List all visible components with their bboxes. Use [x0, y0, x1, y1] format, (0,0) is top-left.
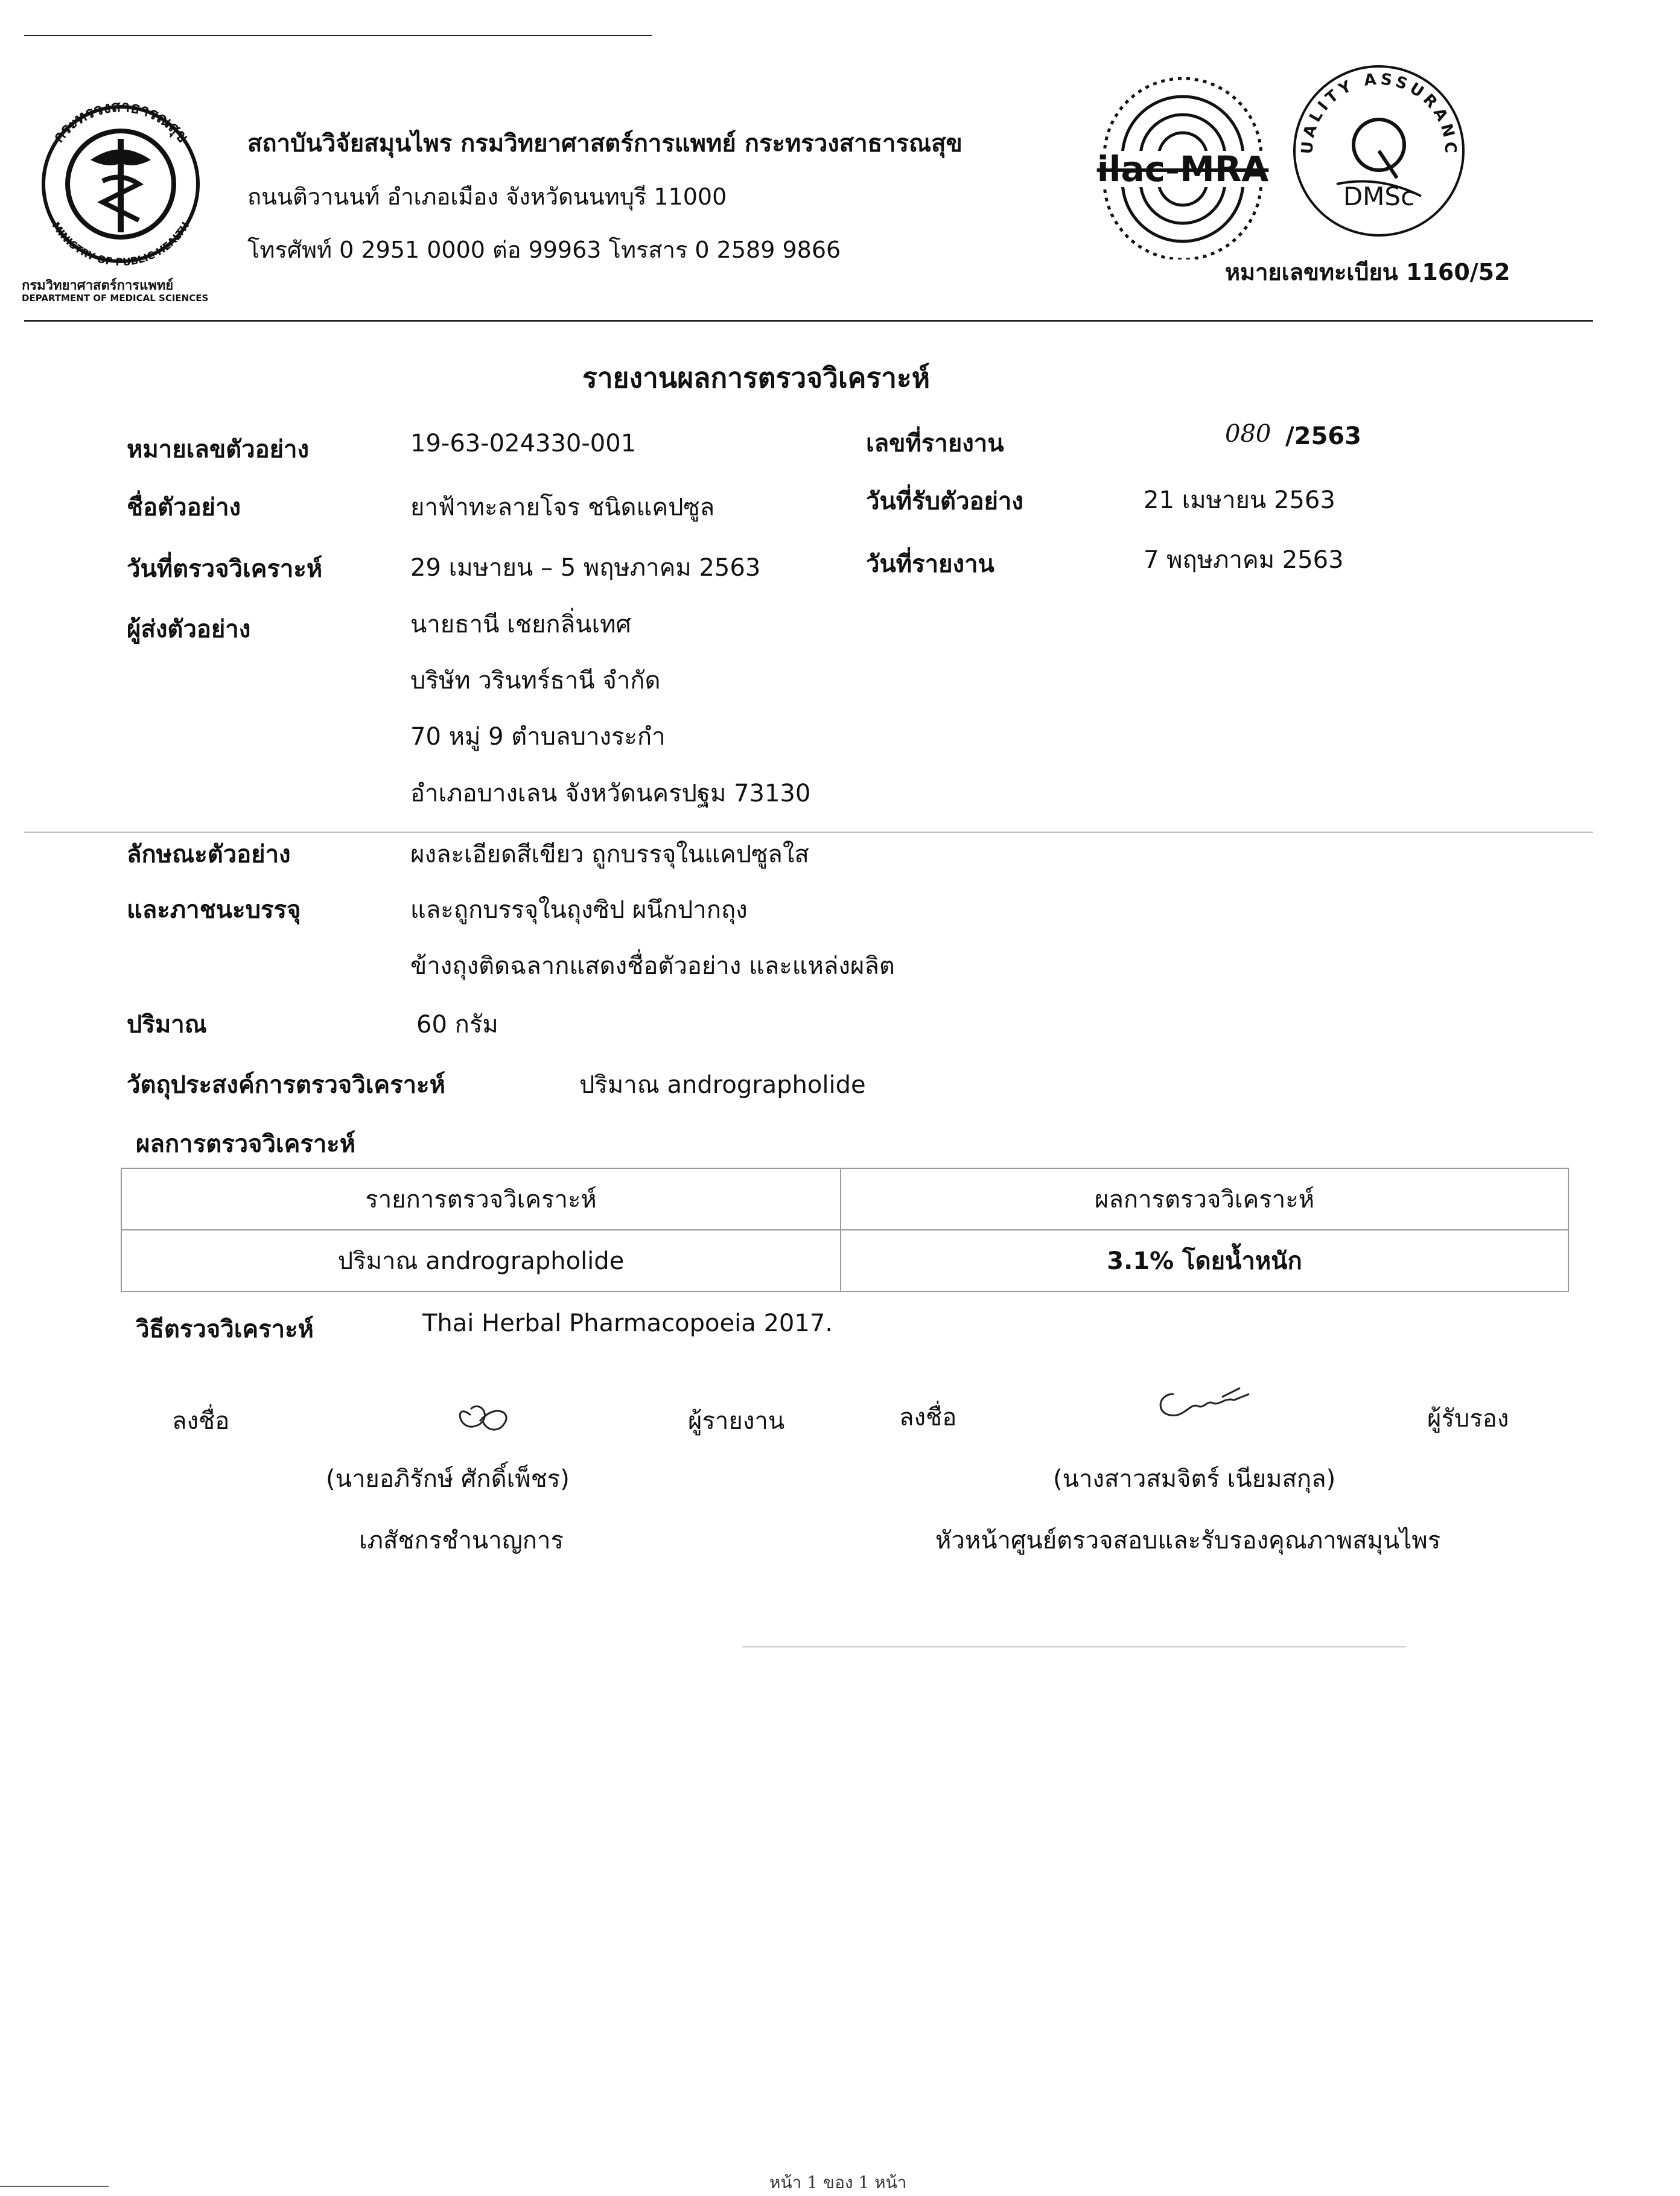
- certifier-position: หัวหน้าศูนย์ตรวจสอบและรับรองคุณภาพสมุนไพร: [935, 1527, 1441, 1555]
- sample-no-value: 19-63-024330-001: [410, 430, 637, 457]
- sample-name-value: ยาฟ้าทะลายโจร ชนิดแคปซูล: [410, 494, 715, 521]
- sender-line: 70 หมู่ 9 ตำบลบางระกำ: [410, 723, 666, 751]
- quantity-label: ปริมาณ: [127, 1011, 207, 1039]
- institute-name: สถาบันวิจัยสมุนไพร กรมวิทยาศาสตร์การแพทย์ กระทรวงสาธารณสุข: [247, 130, 962, 158]
- top-rule: [24, 35, 652, 36]
- report-no-label: เลขที่รายงาน: [866, 430, 1004, 457]
- report-title: รายงานผลการตรวจวิเคราะห์: [582, 361, 931, 394]
- qa-ring-text: UALITY ASSURANC: [1298, 70, 1460, 158]
- ilac-text: ilac-MRA: [1096, 148, 1269, 189]
- description-line: และถูกบรรจุในถุงซิป ผนึกปากถุง: [410, 896, 748, 924]
- header-divider: [24, 320, 1593, 322]
- seal-top-text: กระทรวงสาธารณสุข: [49, 103, 192, 147]
- reporter-name: (นายอภิรักษ์ ศักดิ์เพ็ชร): [326, 1465, 570, 1493]
- analysis-date-value: 29 เมษายน – 5 พฤษภาคม 2563: [410, 554, 761, 582]
- sender-line: นายธานี เชยกลิ่นเทศ: [410, 611, 631, 638]
- reporter-role: ผู้รายงาน: [688, 1407, 785, 1435]
- method-value: Thai Herbal Pharmacopoeia 2017.: [422, 1310, 833, 1337]
- handwritten-signature-icon: [447, 1388, 519, 1442]
- sign-label-left: ลงชื่อ: [172, 1407, 230, 1435]
- description-label-line1: ลักษณะตัวอย่าง: [127, 841, 291, 868]
- dmsc-text: DMSc: [1343, 182, 1415, 211]
- description-label-line2: และภาชนะบรรจุ: [127, 896, 301, 924]
- svg-text:QUALITY ASSURANCE: [1288, 60, 1459, 157]
- scan-line: [24, 832, 1593, 833]
- sender-line: อำเภอบางเลน จังหวัดนครปฐม 73130: [410, 780, 811, 807]
- page-number: หน้า 1 ของ 1 หน้า: [769, 2172, 907, 2192]
- dept-th: กรมวิทยาศาสตร์การแพทย์: [22, 278, 174, 293]
- table-header-cell: รายการตรวจวิเคราะห์: [121, 1168, 841, 1230]
- table-cell: ปริมาณ andrographolide: [121, 1230, 841, 1291]
- institute-address: ถนนติวานนท์ อำเภอเมือง จังหวัดนนทบุรี 11000: [247, 183, 727, 210]
- sender-label: ผู้ส่งตัวอย่าง: [127, 616, 251, 643]
- ministry-emblem: [24, 103, 217, 266]
- report-date-value: 7 พฤษภาคม 2563: [1144, 546, 1344, 574]
- signature-left: [447, 1388, 519, 1442]
- table-header-cell: ผลการตรวจวิเคราะห์: [841, 1168, 1568, 1230]
- certifier-role: ผู้รับรอง: [1427, 1405, 1509, 1433]
- institute-phone: โทรศัพท์ 0 2951 0000 ต่อ 99963 โทรสาร 0 2589 9866: [247, 237, 841, 263]
- purpose-value: ปริมาณ andrographolide: [579, 1071, 866, 1099]
- description-line: ข้างถุงติดฉลากแสดงชื่อตัวอย่าง และแหล่งผลิต: [410, 952, 895, 980]
- results-table: [121, 1168, 1569, 1292]
- ilac-mra-logo: [1086, 60, 1279, 259]
- reporter-position: เภสัชกรชำนาญการ: [359, 1527, 564, 1555]
- certifier-name: (นางสาวสมจิตร์ เนียมสกุล): [1053, 1465, 1336, 1493]
- handwritten-signature-icon: [1150, 1376, 1258, 1430]
- ministry-seal-icon: [24, 103, 217, 266]
- analysis-date-label: วันที่ตรวจวิเคราะห์: [127, 555, 323, 583]
- dept-en: DEPARTMENT OF MEDICAL SCIENCES: [22, 293, 209, 304]
- scan-line: [742, 1646, 1406, 1647]
- ilac-mra-icon: [1086, 60, 1279, 259]
- results-label: ผลการตรวจวิเคราะห์: [136, 1130, 356, 1158]
- bottom-rule: [0, 2186, 109, 2187]
- table-cell: 3.1% โดยน้ำหนัก: [841, 1230, 1568, 1291]
- description-line: ผงละเอียดสีเขียว ถูกบรรจุในแคปซูลใส: [410, 841, 809, 868]
- report-date-label: วันที่รายงาน: [866, 550, 994, 578]
- table-header-row: [121, 1168, 1568, 1230]
- purpose-label: วัตถุประสงค์การตรวจวิเคราะห์: [127, 1071, 445, 1099]
- sender-line: บริษัท วรินทร์ธานี จำกัด: [410, 667, 661, 695]
- received-date-label: วันที่รับตัวอย่าง: [866, 488, 1023, 515]
- sign-label-right: ลงชื่อ: [899, 1404, 957, 1431]
- quantity-value: 60 กรัม: [416, 1011, 498, 1039]
- table-row: [121, 1230, 1568, 1291]
- seal-bottom-text: MINISTRY OF PUBLIC HEALTH: [49, 220, 192, 266]
- received-date-value: 21 เมษายน 2563: [1144, 486, 1335, 514]
- report-no-handwritten: 080: [1225, 420, 1271, 448]
- qa-dmsc-logo: [1288, 60, 1469, 241]
- registration-number: หมายเลขทะเบียน 1160/52: [1225, 259, 1510, 285]
- sample-name-label: ชื่อตัวอย่าง: [127, 494, 241, 521]
- quality-assurance-seal-icon: [1288, 60, 1469, 241]
- report-no-year: /2563: [1285, 422, 1361, 450]
- sample-no-label: หมายเลขตัวอย่าง: [127, 436, 310, 463]
- signature-right: [1150, 1376, 1258, 1430]
- method-label: วิธีตรวจวิเคราะห์: [136, 1316, 314, 1343]
